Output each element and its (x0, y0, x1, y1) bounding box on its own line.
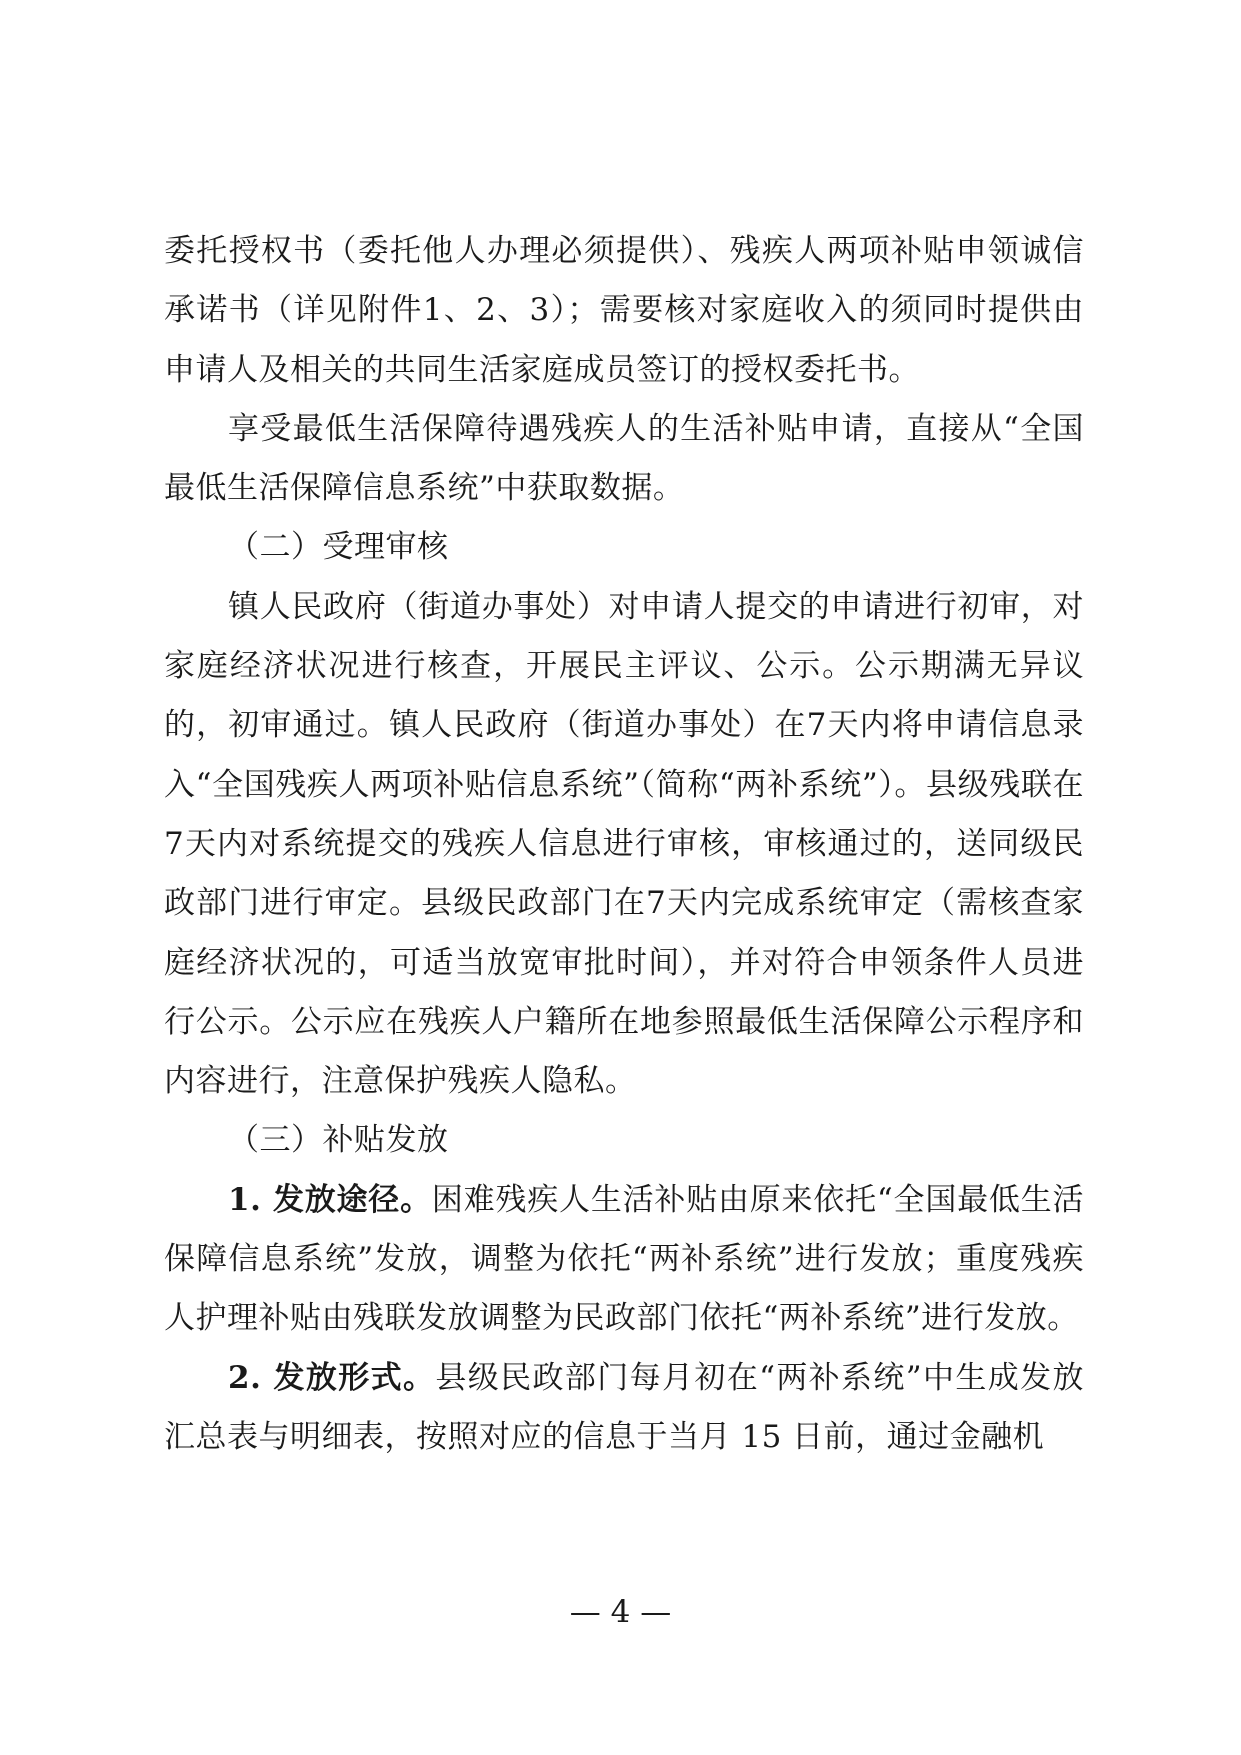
item-lead-payment-form: 2. 发放形式。 (228, 1359, 436, 1396)
page-number: — 4 — (569, 1594, 672, 1630)
paragraph-materials: 委托授权书（委托他人办理必须提供）、残疾人两项补贴申领诚信承诺书（详见附件1、2、3）；需要核对家庭收入的须同时提供由申请人及相关的共同生活家庭成员签订的授权委托书。 (164, 233, 1084, 388)
list-item-payment-form (164, 1349, 1084, 1468)
item-lead-payment-channel: 1. 发放途径。 (228, 1181, 432, 1218)
item-text-payment-form: 县级民政部门每月初在“两补系统”中生成发放汇总表与明细表，按照对应的信息于当月 15 日前，通过金融机 (164, 1359, 1085, 1455)
list-item-payment-channel (164, 1171, 1084, 1349)
item-text-payment-channel: 困难残疾人生活补贴由原来依托“全国最低生活保障信息系统”发放，调整为依托“两补系统”进行发放；重度残疾人护理补贴由残联发放调整为民政部门依托“两补系统”进行发放。 (164, 1181, 1084, 1337)
paragraph-review: 镇人民政府（街道办事处）对申请人提交的申请进行初审，对家庭经济状况进行核查，开展民主评议、公示。公示期满无异议的，初审通过。镇人民政府（街道办事处）在7天内将申请信息录入“全国残疾人两项补贴信息系统”（简称“两补系统”）。县级残联在7天内对系统提交的残疾人信息进行审核，审核通过的，送同级民政部门进行审定。县级民政部门在7天内完成系统审定（需核查家庭经济状况的，可适当放宽审批时间），并对符合申领条件人员进行公示。公示应在残疾人户籍所在地参照最低生活保障公示程序和内容进行，注意保护残疾人隐私。 (164, 588, 1084, 1100)
paragraph-minimum-living: 享受最低生活保障待遇残疾人的生活补贴申请，直接从“全国最低生活保障信息系统”中获取数据。 (164, 410, 1084, 507)
document-body (164, 222, 1084, 1467)
section-heading-payment: （三）补贴发放 (228, 1122, 449, 1159)
section-heading-review: （二）受理审核 (228, 529, 449, 566)
